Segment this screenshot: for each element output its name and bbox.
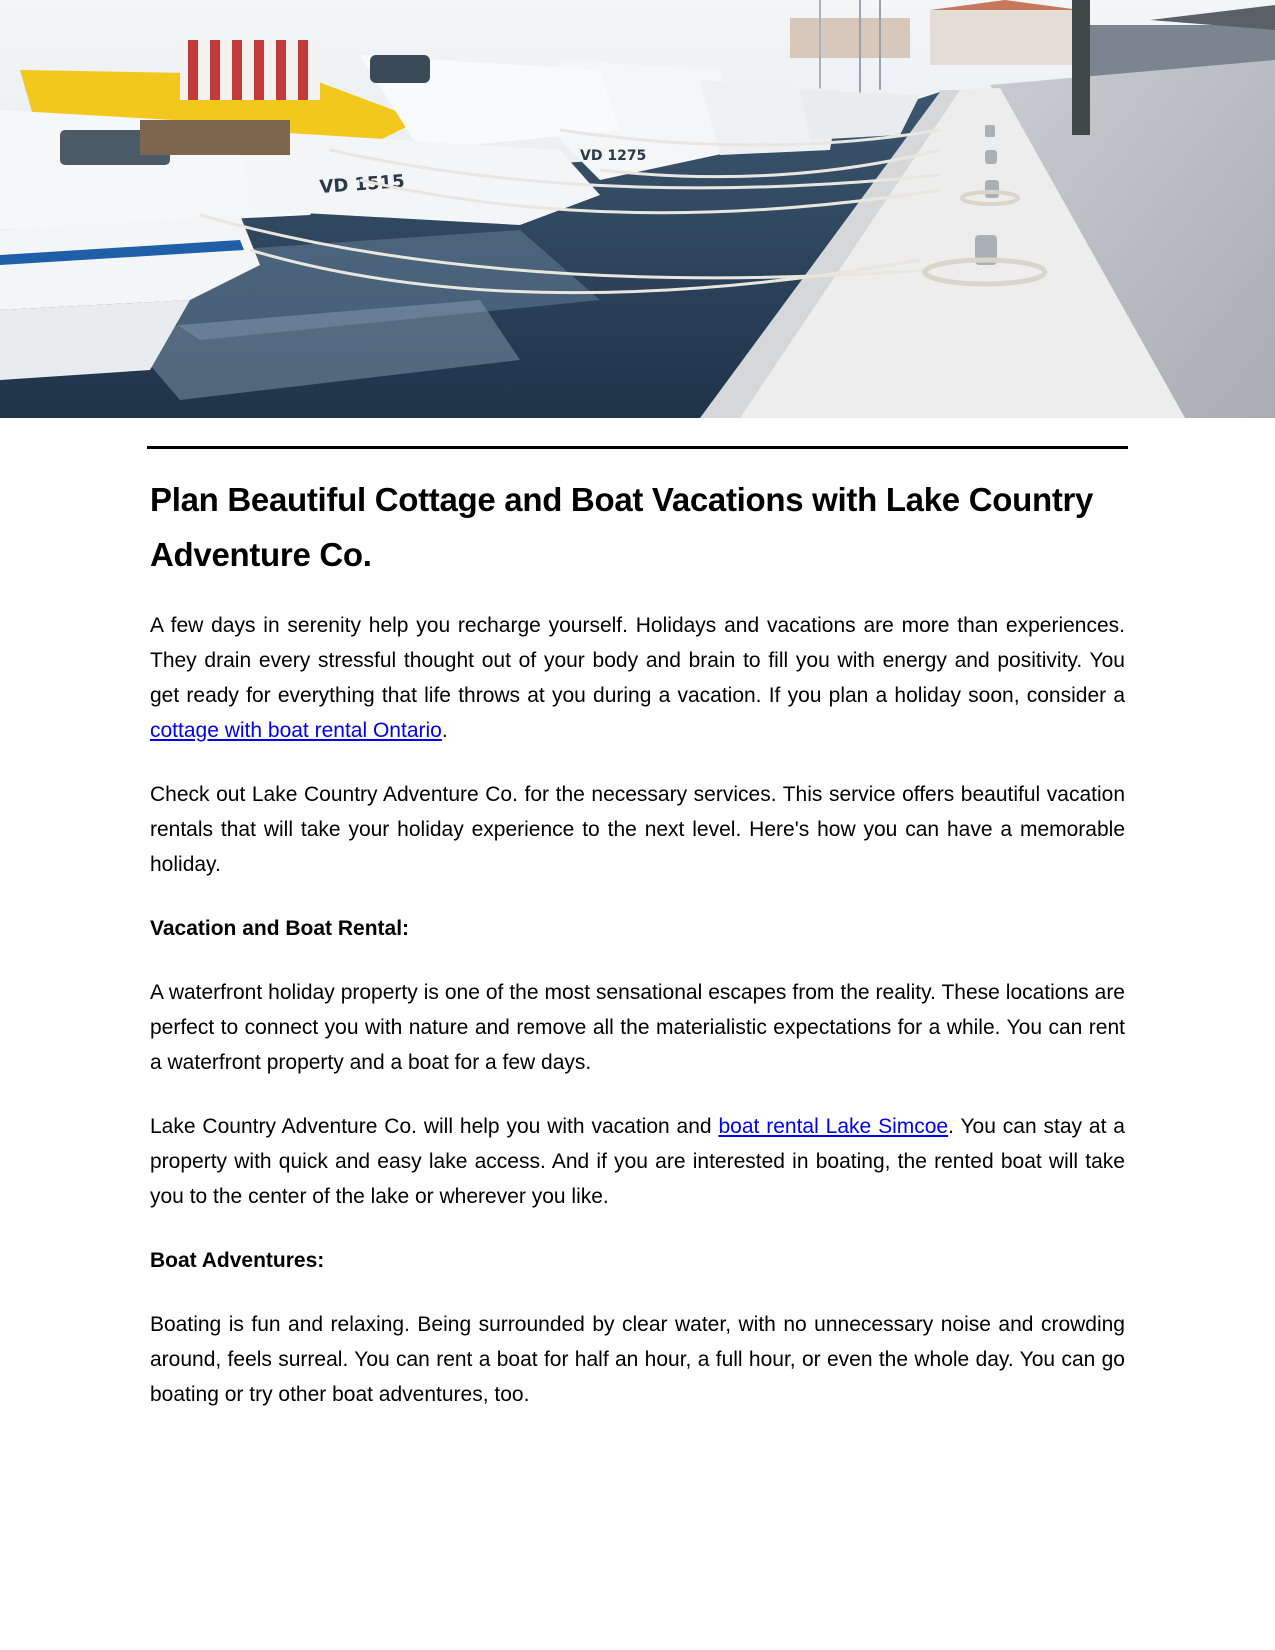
section-heading-adventures: Boat Adventures: <box>150 1249 325 1272</box>
boat-rental-link[interactable]: boat rental Lake Simcoe <box>718 1115 949 1138</box>
hero-image <box>0 0 1275 418</box>
article-body <box>150 472 1125 1441</box>
horizontal-rule <box>147 446 1128 449</box>
paragraph-lake-access-end: . You can stay at a property with quick and easy lake access. And if you are interested in boating, the rented boat will take you to the center of the lake or wherever you like. <box>150 1115 1125 1208</box>
paragraph-waterfront: A waterfront holiday property is one of the most sensational escapes from the reality. These locations are perfect to connect you with nature and remove all the materialistic expectations for a while. You can rent a waterfront property and a boat for a few days. <box>150 981 1125 1074</box>
section-heading-vacation: Vacation and Boat Rental: <box>150 917 410 940</box>
paragraph-services: Check out Lake Country Adventure Co. for the necessary services. This service offers beautiful vacation rentals that will take your holiday experience to the next level. Here's how you can have a memorable holiday. <box>150 783 1125 876</box>
paragraph-lake-access <box>150 1109 1125 1214</box>
paragraph-intro <box>150 608 1125 748</box>
cottage-rental-link[interactable]: cottage with boat rental Ontario <box>150 719 442 742</box>
svg-text:VD 1515: VD 1515 <box>318 171 406 198</box>
paragraph-intro-text: A few days in serenity help you recharge yourself. Holidays and vacations are more than experiences. They drain every stressful thought out of your body and brain to fill you with energy and positivity. You get ready for everything that life throws at you during a vacation. If you plan a holiday soon, consider a <box>150 614 1125 707</box>
article-title: Plan Beautiful Cottage and Boat Vacations with Lake Country Adventure Co. <box>150 481 1094 573</box>
paragraph-boating: Boating is fun and relaxing. Being surrounded by clear water, with no unnecessary noise and crowding around, feels surreal. You can rent a boat for half an hour, a full hour, or even the whole day. You can go boating or try other boat adventures, too. <box>150 1313 1125 1406</box>
paragraph-intro-end: . <box>441 719 448 742</box>
marina-boats-photo <box>0 0 1275 418</box>
svg-text:VD 1275: VD 1275 <box>580 148 647 164</box>
paragraph-lake-access-text: Lake Country Adventure Co. will help you with vacation and <box>150 1115 719 1138</box>
